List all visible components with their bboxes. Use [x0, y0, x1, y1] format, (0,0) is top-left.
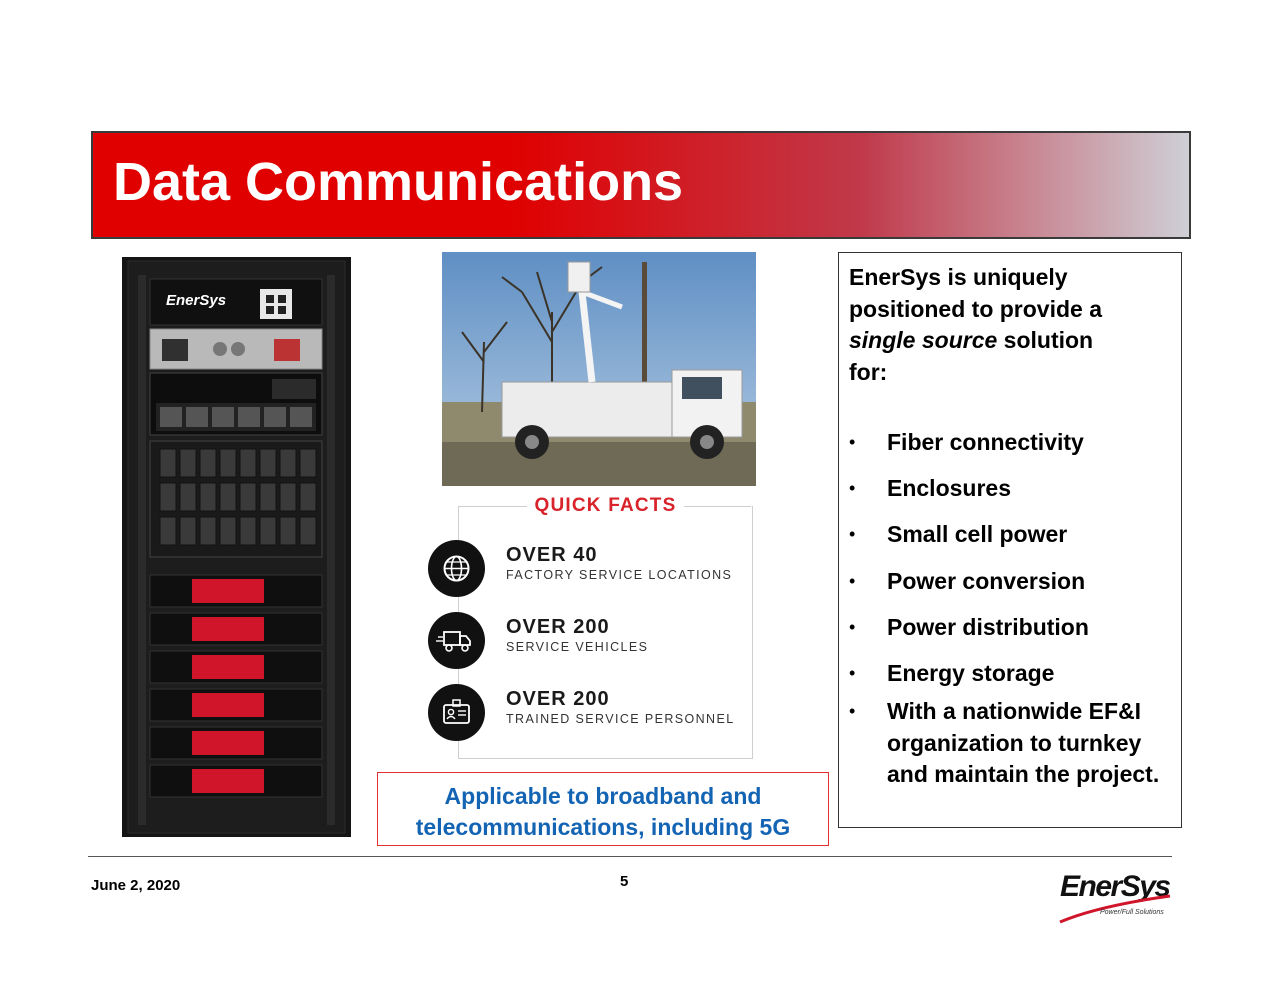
bucket-truck-photo: [442, 252, 756, 486]
callout-line-2: telecommunications, including 5G: [415, 814, 791, 840]
bullet-marker: •: [849, 524, 856, 544]
bullet-marker: •: [849, 432, 856, 452]
fact-label: TRAINED SERVICE PERSONNEL: [506, 712, 735, 726]
id-badge-icon: [428, 684, 485, 741]
fact-value: OVER 200: [506, 616, 610, 638]
fact-factory-locations: [428, 540, 748, 600]
fact-trained-personnel: [428, 684, 748, 744]
fact-value: OVER 40: [506, 544, 598, 566]
bullet-marker: •: [849, 478, 856, 498]
footer-divider: [88, 856, 1172, 857]
enersys-logo: [1058, 862, 1176, 926]
quick-facts-frame-line: [684, 506, 751, 507]
fact-value: OVER 200: [506, 688, 610, 710]
solution-intro: EnerSys is uniquely positioned to provide a single source solution for:: [849, 264, 1103, 385]
page-title: Data Communications: [113, 152, 684, 212]
bullet-marker: •: [849, 663, 856, 683]
page-number: 5: [620, 873, 629, 890]
quick-facts-title: QUICK FACTS: [458, 495, 753, 517]
fact-service-vehicles: [428, 612, 748, 672]
logo-wordmark: EnerSys: [1060, 870, 1170, 903]
fact-label: FACTORY SERVICE LOCATIONS: [506, 568, 733, 582]
globe-icon: [428, 540, 485, 597]
footer-date: June 2, 2020: [91, 877, 181, 894]
bullet-marker: •: [849, 617, 856, 637]
logo-tagline: Power/Full Solutions: [1100, 909, 1164, 916]
truck-icon: [428, 612, 485, 669]
quick-facts-frame-line: [458, 506, 527, 507]
bullet-marker: •: [849, 571, 856, 591]
solution-text-box: EnerSys is uniquely positioned to provide a single source solution for: • Fiber connectivity • Enclosures • Small cell power • Power conversion • Power distribution • Energy storage • With a nationwide EF&I organization to turnkey and maintain the project.: [838, 252, 1182, 828]
rack-cabinet-image: [122, 257, 351, 837]
rack-logo-text: EnerSys: [166, 292, 227, 309]
emphasis-single-source: single source: [849, 327, 998, 353]
broadband-callout: [377, 772, 829, 846]
quick-facts-panel: [458, 492, 753, 760]
bullet-marker: •: [849, 701, 856, 721]
callout-line-1: Applicable to broadband and: [444, 783, 762, 809]
title-banner: [91, 131, 1191, 239]
fact-label: SERVICE VEHICLES: [506, 640, 649, 654]
